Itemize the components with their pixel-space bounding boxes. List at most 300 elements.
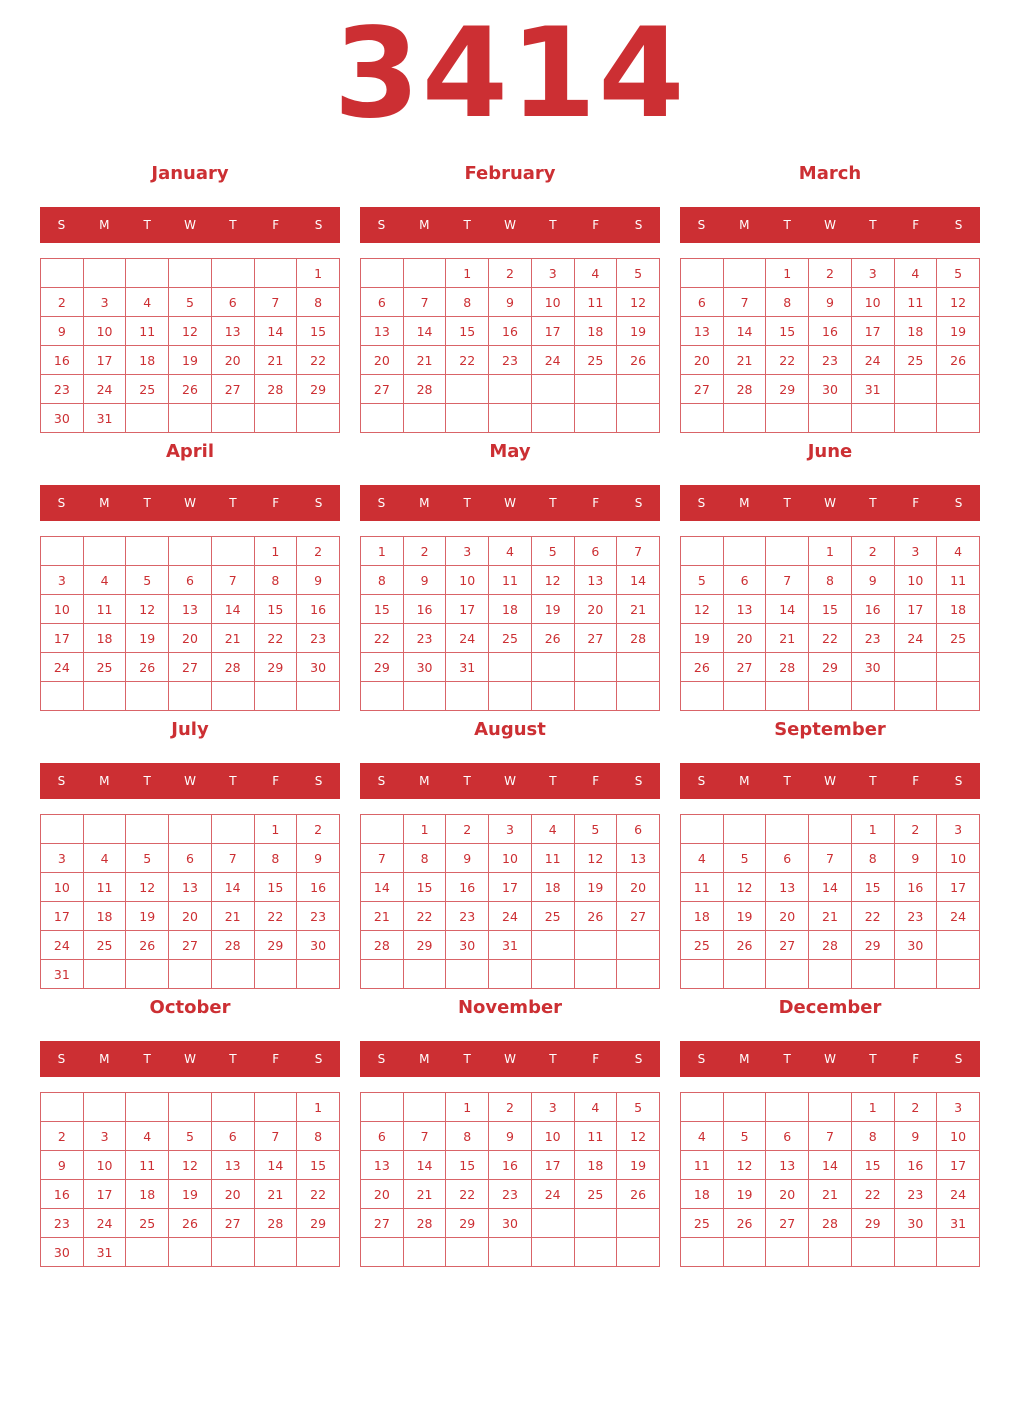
day-cell: 29: [446, 1209, 489, 1238]
weekday-label: F: [912, 496, 920, 510]
day-cell: 26: [531, 624, 574, 653]
weekday-label: T: [143, 1052, 151, 1066]
empty-day-cell: [126, 1238, 169, 1267]
week-row: [361, 259, 660, 288]
empty-day-cell: [126, 682, 169, 711]
week-row: [681, 1093, 980, 1122]
day-cell: 9: [446, 844, 489, 873]
empty-day-cell: [809, 960, 852, 989]
empty-day-cell: [446, 375, 489, 404]
empty-day-cell: [574, 682, 617, 711]
day-cell: 7: [211, 566, 254, 595]
empty-day-cell: [169, 404, 212, 433]
weekday-label: S: [634, 1052, 643, 1066]
day-cell: 17: [83, 1180, 126, 1209]
day-cell: 12: [169, 317, 212, 346]
day-cell: 5: [617, 1093, 660, 1122]
weekday-label: S: [954, 496, 963, 510]
day-cell: 28: [617, 624, 660, 653]
week-row: [361, 537, 660, 566]
day-cell: 30: [297, 931, 340, 960]
day-cell: 25: [126, 375, 169, 404]
day-cell: 16: [809, 317, 852, 346]
day-cell: 18: [126, 1180, 169, 1209]
day-cell: 17: [489, 873, 532, 902]
day-cell: 15: [446, 317, 489, 346]
weekday-label: W: [824, 218, 836, 232]
day-cell: 4: [83, 844, 126, 873]
day-cell: 7: [361, 844, 404, 873]
day-cell: 27: [681, 375, 724, 404]
empty-day-cell: [937, 404, 980, 433]
empty-day-cell: [126, 259, 169, 288]
day-cell: 27: [766, 1209, 809, 1238]
day-cell: 6: [574, 537, 617, 566]
month-november: [360, 994, 660, 1272]
empty-day-cell: [766, 815, 809, 844]
empty-day-cell: [851, 1238, 894, 1267]
day-cell: 26: [126, 931, 169, 960]
empty-day-cell: [211, 537, 254, 566]
day-cell: 4: [894, 259, 937, 288]
day-cell: 7: [403, 288, 446, 317]
day-grid: [40, 814, 340, 989]
day-cell: 10: [531, 1122, 574, 1151]
day-cell: 22: [766, 346, 809, 375]
day-cell: 12: [723, 1151, 766, 1180]
day-cell: 29: [254, 653, 297, 682]
day-cell: 17: [446, 595, 489, 624]
day-cell: 3: [937, 1093, 980, 1122]
day-cell: 24: [531, 346, 574, 375]
empty-day-cell: [617, 1238, 660, 1267]
day-cell: 8: [446, 288, 489, 317]
day-cell: 13: [169, 595, 212, 624]
weekday-header: [680, 1041, 980, 1077]
day-cell: 17: [937, 1151, 980, 1180]
empty-day-cell: [937, 375, 980, 404]
day-cell: 31: [851, 375, 894, 404]
day-cell: 18: [574, 1151, 617, 1180]
day-cell: 23: [297, 624, 340, 653]
day-grid: [40, 536, 340, 711]
day-cell: 13: [361, 317, 404, 346]
day-cell: 10: [83, 1151, 126, 1180]
weekday-label: T: [229, 218, 237, 232]
day-cell: 31: [937, 1209, 980, 1238]
day-cell: 25: [83, 931, 126, 960]
day-cell: 5: [126, 844, 169, 873]
empty-day-cell: [617, 931, 660, 960]
day-cell: 21: [403, 346, 446, 375]
day-cell: 1: [297, 259, 340, 288]
day-cell: 9: [297, 566, 340, 595]
week-row: [681, 844, 980, 873]
empty-day-cell: [681, 1238, 724, 1267]
weekday-label: S: [377, 218, 386, 232]
day-cell: 29: [403, 931, 446, 960]
empty-day-cell: [211, 1093, 254, 1122]
day-cell: 27: [574, 624, 617, 653]
week-row: [361, 317, 660, 346]
week-row: [361, 653, 660, 682]
day-cell: 28: [361, 931, 404, 960]
empty-day-cell: [531, 404, 574, 433]
day-cell: 29: [851, 1209, 894, 1238]
day-cell: 12: [169, 1151, 212, 1180]
day-cell: 11: [681, 1151, 724, 1180]
week-row: [681, 931, 980, 960]
day-cell: 20: [574, 595, 617, 624]
weekday-label: T: [869, 218, 877, 232]
week-row: [681, 595, 980, 624]
week-row: [41, 815, 340, 844]
day-cell: 17: [83, 346, 126, 375]
day-cell: 29: [361, 653, 404, 682]
week-row: [41, 624, 340, 653]
day-cell: 8: [254, 566, 297, 595]
empty-day-cell: [297, 960, 340, 989]
day-cell: 24: [531, 1180, 574, 1209]
year-title: 3414: [333, 2, 687, 146]
day-cell: 12: [617, 1122, 660, 1151]
weekday-label: S: [697, 1052, 706, 1066]
day-cell: 22: [809, 624, 852, 653]
day-cell: 29: [851, 931, 894, 960]
day-cell: 12: [126, 595, 169, 624]
empty-day-cell: [809, 815, 852, 844]
day-cell: 5: [126, 566, 169, 595]
day-cell: 23: [894, 1180, 937, 1209]
empty-day-cell: [894, 404, 937, 433]
day-cell: 25: [681, 931, 724, 960]
day-cell: 26: [126, 653, 169, 682]
month-september: [680, 716, 980, 994]
day-cell: 12: [531, 566, 574, 595]
day-cell: 25: [83, 653, 126, 682]
empty-day-cell: [617, 653, 660, 682]
day-cell: 2: [41, 1122, 84, 1151]
day-cell: 17: [41, 624, 84, 653]
day-cell: 27: [211, 375, 254, 404]
empty-day-cell: [169, 537, 212, 566]
weekday-label: M: [419, 496, 430, 510]
weekday-label: S: [314, 774, 323, 788]
day-cell: 17: [894, 595, 937, 624]
day-cell: 23: [809, 346, 852, 375]
day-cell: 30: [489, 1209, 532, 1238]
day-cell: 1: [403, 815, 446, 844]
week-row: [681, 873, 980, 902]
weekday-label: S: [314, 1052, 323, 1066]
weekday-label: S: [377, 1052, 386, 1066]
weekday-label: M: [99, 774, 110, 788]
empty-day-cell: [617, 404, 660, 433]
week-row: [41, 682, 340, 711]
week-row: [41, 1209, 340, 1238]
day-cell: 28: [766, 653, 809, 682]
day-cell: 12: [937, 288, 980, 317]
empty-day-cell: [681, 259, 724, 288]
weekday-label: F: [272, 774, 280, 788]
day-cell: 24: [851, 346, 894, 375]
weekday-label: W: [504, 496, 516, 510]
day-cell: 3: [489, 815, 532, 844]
weekday-label: T: [549, 774, 557, 788]
weekday-label: M: [739, 496, 750, 510]
day-cell: 16: [851, 595, 894, 624]
day-cell: 3: [531, 1093, 574, 1122]
empty-day-cell: [169, 1093, 212, 1122]
empty-day-cell: [681, 537, 724, 566]
day-cell: 24: [83, 375, 126, 404]
day-cell: 18: [531, 873, 574, 902]
empty-day-cell: [766, 1238, 809, 1267]
week-row: [41, 653, 340, 682]
day-cell: 5: [723, 844, 766, 873]
month-january: [40, 160, 340, 438]
day-cell: 14: [254, 1151, 297, 1180]
day-cell: 14: [766, 595, 809, 624]
weekday-label: F: [272, 218, 280, 232]
empty-day-cell: [211, 815, 254, 844]
day-cell: 3: [851, 259, 894, 288]
empty-day-cell: [361, 682, 404, 711]
day-cell: 2: [809, 259, 852, 288]
empty-day-cell: [723, 682, 766, 711]
day-cell: 10: [83, 317, 126, 346]
weekday-label: S: [697, 774, 706, 788]
day-cell: 21: [403, 1180, 446, 1209]
empty-day-cell: [83, 682, 126, 711]
weekday-label: M: [739, 218, 750, 232]
empty-day-cell: [254, 682, 297, 711]
empty-day-cell: [809, 1238, 852, 1267]
weekday-label: W: [504, 1052, 516, 1066]
day-cell: 26: [723, 931, 766, 960]
day-cell: 14: [211, 595, 254, 624]
weekday-header: [360, 763, 660, 799]
weekday-label: W: [184, 218, 196, 232]
day-cell: 11: [126, 317, 169, 346]
week-row: [41, 317, 340, 346]
day-cell: 10: [851, 288, 894, 317]
empty-day-cell: [126, 960, 169, 989]
day-cell: 27: [723, 653, 766, 682]
empty-day-cell: [41, 815, 84, 844]
day-cell: 5: [723, 1122, 766, 1151]
empty-day-cell: [617, 682, 660, 711]
day-grid: [680, 814, 980, 989]
day-cell: 18: [83, 624, 126, 653]
empty-day-cell: [403, 682, 446, 711]
weekday-header: [360, 485, 660, 521]
day-cell: 14: [403, 1151, 446, 1180]
day-cell: 14: [723, 317, 766, 346]
day-cell: 9: [41, 317, 84, 346]
day-cell: 15: [851, 873, 894, 902]
day-cell: 15: [361, 595, 404, 624]
day-cell: 7: [211, 844, 254, 873]
day-cell: 23: [41, 1209, 84, 1238]
day-cell: 8: [297, 1122, 340, 1151]
empty-day-cell: [851, 960, 894, 989]
week-row: [41, 595, 340, 624]
empty-day-cell: [361, 404, 404, 433]
day-cell: 30: [297, 653, 340, 682]
week-row: [41, 1180, 340, 1209]
day-cell: 11: [894, 288, 937, 317]
empty-day-cell: [169, 682, 212, 711]
weekday-label: S: [634, 218, 643, 232]
weekday-label: W: [824, 1052, 836, 1066]
weekday-label: T: [463, 774, 471, 788]
day-cell: 1: [361, 537, 404, 566]
day-cell: 5: [531, 537, 574, 566]
week-row: [41, 931, 340, 960]
day-cell: 13: [361, 1151, 404, 1180]
weekday-header: [360, 207, 660, 243]
day-cell: 28: [254, 375, 297, 404]
day-cell: 20: [211, 346, 254, 375]
week-row: [41, 1151, 340, 1180]
day-cell: 2: [851, 537, 894, 566]
day-cell: 14: [211, 873, 254, 902]
months-grid: [40, 160, 980, 1272]
weekday-label: S: [57, 774, 66, 788]
month-name: May: [489, 441, 531, 462]
weekday-label: S: [314, 218, 323, 232]
day-grid: [680, 536, 980, 711]
day-cell: 6: [211, 288, 254, 317]
day-cell: 4: [126, 1122, 169, 1151]
empty-day-cell: [126, 1093, 169, 1122]
day-cell: 15: [297, 317, 340, 346]
day-cell: 2: [894, 815, 937, 844]
day-cell: 7: [809, 844, 852, 873]
day-cell: 27: [169, 653, 212, 682]
week-row: [41, 404, 340, 433]
empty-day-cell: [723, 1238, 766, 1267]
empty-day-cell: [403, 259, 446, 288]
empty-day-cell: [41, 537, 84, 566]
empty-day-cell: [723, 259, 766, 288]
week-row: [681, 346, 980, 375]
day-cell: 24: [41, 653, 84, 682]
day-cell: 16: [41, 1180, 84, 1209]
day-cell: 30: [446, 931, 489, 960]
week-row: [681, 960, 980, 989]
weekday-label: F: [272, 496, 280, 510]
empty-day-cell: [681, 682, 724, 711]
day-cell: 14: [809, 1151, 852, 1180]
weekday-label: S: [697, 218, 706, 232]
day-cell: 13: [723, 595, 766, 624]
empty-day-cell: [361, 1238, 404, 1267]
weekday-label: T: [549, 496, 557, 510]
week-row: [361, 1122, 660, 1151]
day-cell: 30: [41, 404, 84, 433]
day-cell: 2: [894, 1093, 937, 1122]
day-cell: 11: [574, 288, 617, 317]
weekday-label: T: [783, 1052, 791, 1066]
day-cell: 1: [446, 259, 489, 288]
day-cell: 8: [446, 1122, 489, 1151]
day-cell: 2: [446, 815, 489, 844]
day-cell: 1: [297, 1093, 340, 1122]
weekday-label: W: [184, 774, 196, 788]
day-cell: 1: [851, 1093, 894, 1122]
empty-day-cell: [937, 1238, 980, 1267]
day-cell: 8: [361, 566, 404, 595]
empty-day-cell: [126, 537, 169, 566]
day-cell: 9: [489, 1122, 532, 1151]
day-cell: 16: [894, 1151, 937, 1180]
empty-day-cell: [211, 1238, 254, 1267]
day-cell: 11: [83, 873, 126, 902]
day-cell: 16: [489, 1151, 532, 1180]
week-row: [361, 682, 660, 711]
day-cell: 6: [361, 1122, 404, 1151]
empty-day-cell: [531, 1209, 574, 1238]
empty-day-cell: [937, 960, 980, 989]
week-row: [681, 1209, 980, 1238]
day-cell: 2: [297, 815, 340, 844]
day-cell: 3: [937, 815, 980, 844]
weekday-label: M: [419, 774, 430, 788]
empty-day-cell: [254, 404, 297, 433]
day-cell: 15: [254, 873, 297, 902]
day-cell: 5: [169, 288, 212, 317]
day-cell: 19: [617, 317, 660, 346]
week-row: [681, 1151, 980, 1180]
day-cell: 9: [403, 566, 446, 595]
week-row: [681, 682, 980, 711]
month-name: January: [151, 163, 229, 184]
empty-day-cell: [617, 960, 660, 989]
empty-day-cell: [531, 375, 574, 404]
empty-day-cell: [83, 815, 126, 844]
day-cell: 20: [169, 624, 212, 653]
day-cell: 5: [617, 259, 660, 288]
weekday-label: T: [143, 218, 151, 232]
day-cell: 17: [937, 873, 980, 902]
day-cell: 10: [41, 873, 84, 902]
weekday-label: F: [592, 218, 600, 232]
day-cell: 26: [169, 375, 212, 404]
weekday-label: T: [229, 774, 237, 788]
week-row: [361, 1180, 660, 1209]
empty-day-cell: [489, 404, 532, 433]
empty-day-cell: [361, 960, 404, 989]
weekday-header: [680, 207, 980, 243]
day-cell: 29: [297, 1209, 340, 1238]
weekday-header: [680, 485, 980, 521]
empty-day-cell: [723, 537, 766, 566]
weekday-label: T: [143, 496, 151, 510]
day-cell: 23: [41, 375, 84, 404]
empty-day-cell: [254, 960, 297, 989]
day-cell: 2: [403, 537, 446, 566]
day-cell: 22: [446, 346, 489, 375]
day-cell: 23: [894, 902, 937, 931]
week-row: [361, 844, 660, 873]
weekday-label: W: [504, 218, 516, 232]
weekday-label: S: [57, 218, 66, 232]
weekday-label: S: [697, 496, 706, 510]
week-row: [41, 346, 340, 375]
day-cell: 5: [169, 1122, 212, 1151]
